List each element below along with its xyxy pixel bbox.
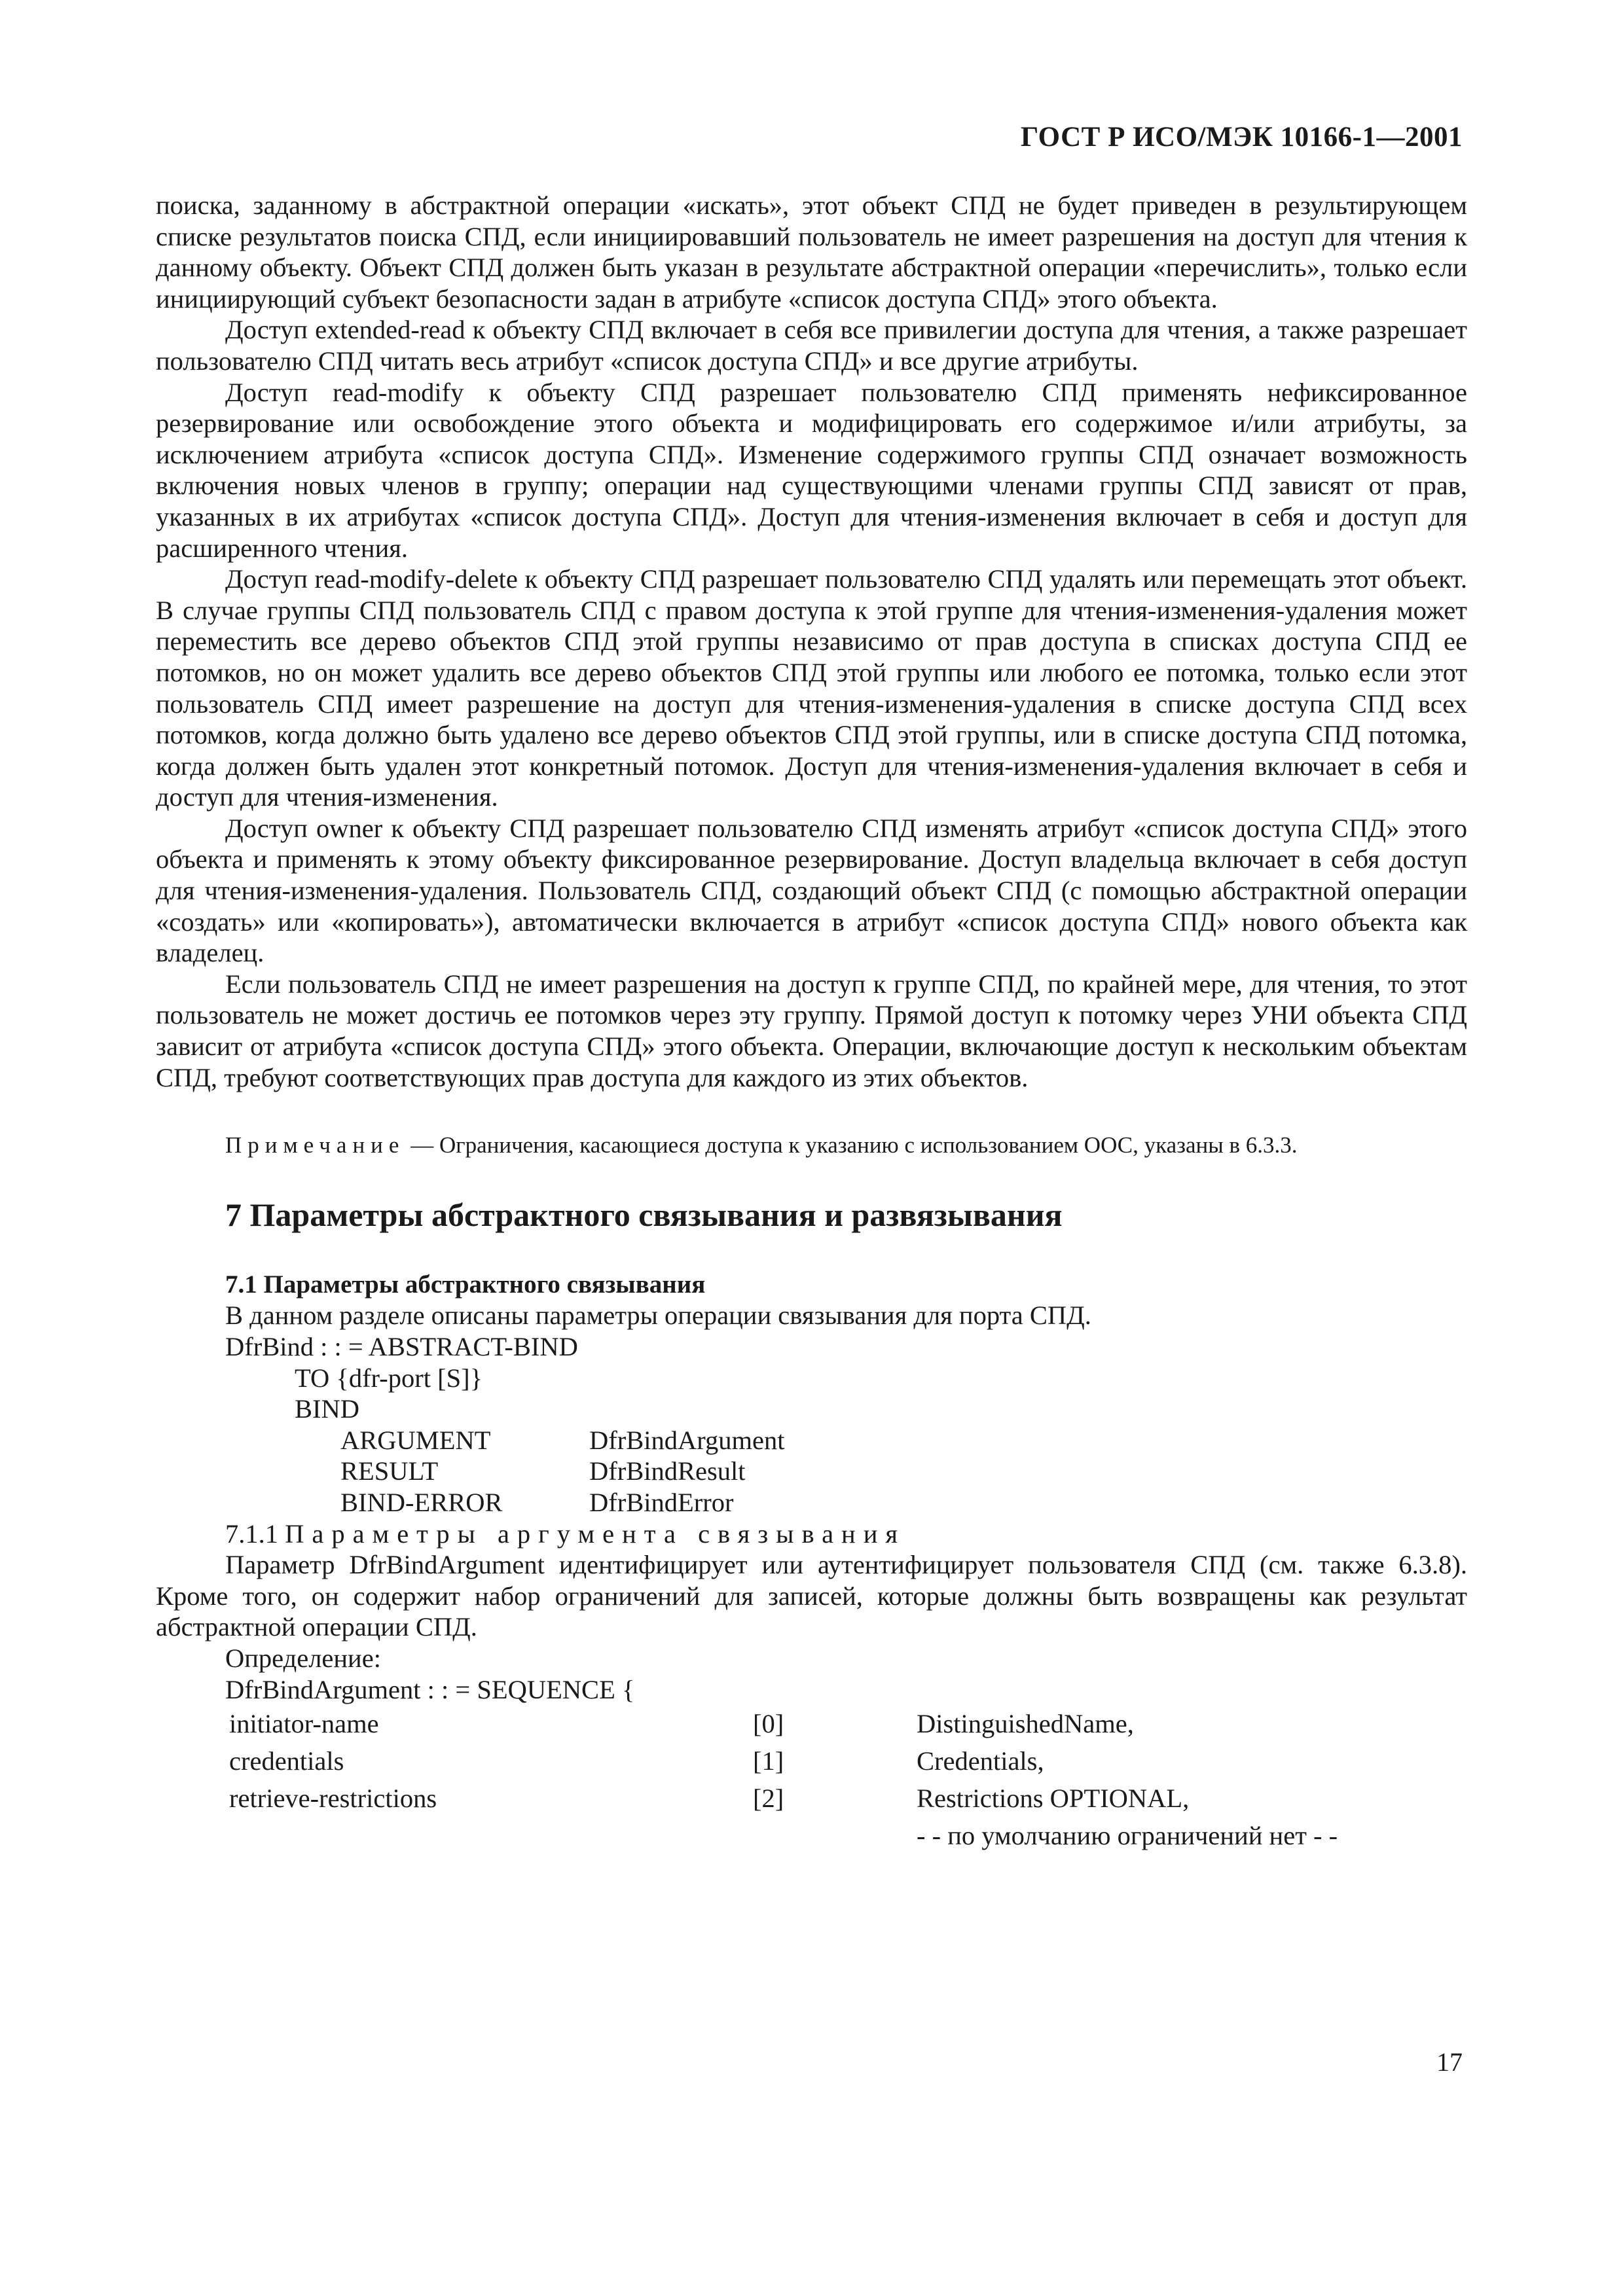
- paragraph-search-result: поиска, заданному в абстрактной операции «искать», этот объект СПД не будет приведен в результирующем списке результатов поиска СПД, если инициировавший пользователь не имеет разрешения на доступ для чтения к данному объекту. Объект СПД должен быть указан в результате абстрактной операции «перечислить», только если инициирующий субъект безопасности задан в атрибуте «список доступа СПД» этого объекта.: [156, 190, 1467, 314]
- note: [156, 1131, 1467, 1159]
- code-dfrbind-to: TO {dfr-port [S]}: [295, 1363, 483, 1393]
- document-header: ГОСТ Р ИСО/МЭК 10166-1—2001: [1020, 122, 1463, 152]
- paragraph-group-access: Если пользователь СПД не имеет разрешения на доступ к группе СПД, по крайней мере, для чтения, то этот пользователь не может достичь ее потомков через эту группу. Прямой доступ к потомку через УНИ объекта СПД зависит от атрибута «список доступа СПД» этого объекта. Операции, включающие доступ к нескольким объектам СПД, требуют соответствующих прав доступа для каждого из этих объектов.: [156, 969, 1467, 1092]
- sequence-comment: - - по умолчанию ограничений нет - -: [917, 1821, 1338, 1851]
- paragraph-read-modify: Доступ read-modify к объекту СПД разрешает пользователю СПД применять нефиксированное резервирование или освобождение этого объекта и модифицировать его содержимое и/или атрибуты, за исключением атрибута «список доступа СПД». Изменение содержимого группы СПД означает возможность включения новых членов в группу; операции над существующими членами группы СПД зависят от прав, указанных в их атрибутах «список доступа СПД». Доступ для чтения-изменения включает в себя и доступ для расширенного чтения.: [156, 377, 1467, 563]
- section-7-1-1-text: Параметр DfrBindArgument идентифицирует или аутентифицирует пользователя СПД (см. также 6.3.8). Кроме того, он содержит набор ограничений для записей, которые должны быть возвращены как результат абстрактной операции СПД.: [156, 1550, 1467, 1642]
- section-7-1-heading: 7.1 Параметры абстрактного связывания: [225, 1270, 706, 1299]
- page-number: 17: [1436, 2047, 1463, 2077]
- paragraph-read-modify-delete: Доступ read-modify-delete к объекту СПД разрешает пользователю СПД удалять или перемещать этот объект. В случае группы СПД пользователь СПД с правом доступа к этой группе для чтения-изменения-удаления может переместить все дерево объектов СПД этой группы независимо от прав доступа в списках доступа СПД ее потомков, но он может удалить все дерево объектов СПД этой группы или любого ее потомка, только если этот пользователь СПД имеет разрешение на доступ для чтения-изменения-удаления в списке доступа СПД всех потомков, когда должно быть удалено все дерево объектов СПД этой группы, или в списке доступа СПД потомка, когда должен быть удален этот конкретный потомок. Доступ для чтения-изменения-удаления включает в себя и доступ для чтения-изменения.: [156, 564, 1467, 812]
- section-7-1-intro: В данном разделе описаны параметры операции связывания для порта СПД.: [225, 1300, 1091, 1331]
- sequence-row: retrieve-restrictions [2] Restrictions OPTIONAL,: [229, 1784, 1190, 1814]
- sequence-row: credentials [1] Credentials,: [229, 1746, 1044, 1776]
- section-7-heading: 7 Параметры абстрактного связывания и развязывания: [225, 1196, 1063, 1234]
- code-row: RESULT DfrBindResult: [340, 1456, 746, 1486]
- note-label: Примечание: [225, 1132, 405, 1158]
- code-row: BIND-ERROR DfrBindError: [340, 1487, 734, 1517]
- document-body: [156, 190, 1467, 1854]
- code-row: ARGUMENT DfrBindArgument: [340, 1425, 785, 1455]
- sequence-head: DfrBindArgument : : = SEQUENCE {: [225, 1674, 635, 1704]
- code-dfrbind-rows: [340, 1425, 1467, 1518]
- paragraph-extended-read: Доступ extended-read к объекту СПД включает в себя все привилегии доступа для чтения, а также разрешает пользователю СПД читать весь атрибут «список доступа СПД» и все другие атрибуты.: [156, 315, 1467, 376]
- paragraph-owner: Доступ owner к объекту СПД разрешает пользователю СПД изменять атрибут «список доступа СПД» этого объекта и применять к этому объекту фиксированное резервирование. Доступ владельца включает в себя доступ для чтения-изменения-удаления. Пользователь СПД, создающий объект СПД (с помощью абстрактной операции «создать» или «копировать»), автоматически включается в атрибут «список доступа СПД» нового объекта как владелец.: [156, 813, 1467, 968]
- note-text: — Ограничения, касающиеся доступа к указанию с использованием ООС, указаны в 6.3.3.: [410, 1132, 1298, 1158]
- code-dfrbind-head: DfrBind : : = ABSTRACT-BIND: [225, 1332, 578, 1361]
- definition-label: Определение:: [225, 1643, 381, 1673]
- code-dfrbind-bind: BIND: [295, 1394, 359, 1424]
- section-7-1-1-heading: 7.1.1 Параметры аргумента связывания: [225, 1518, 906, 1549]
- sequence-row: initiator-name [0] DistinguishedName,: [229, 1709, 1134, 1739]
